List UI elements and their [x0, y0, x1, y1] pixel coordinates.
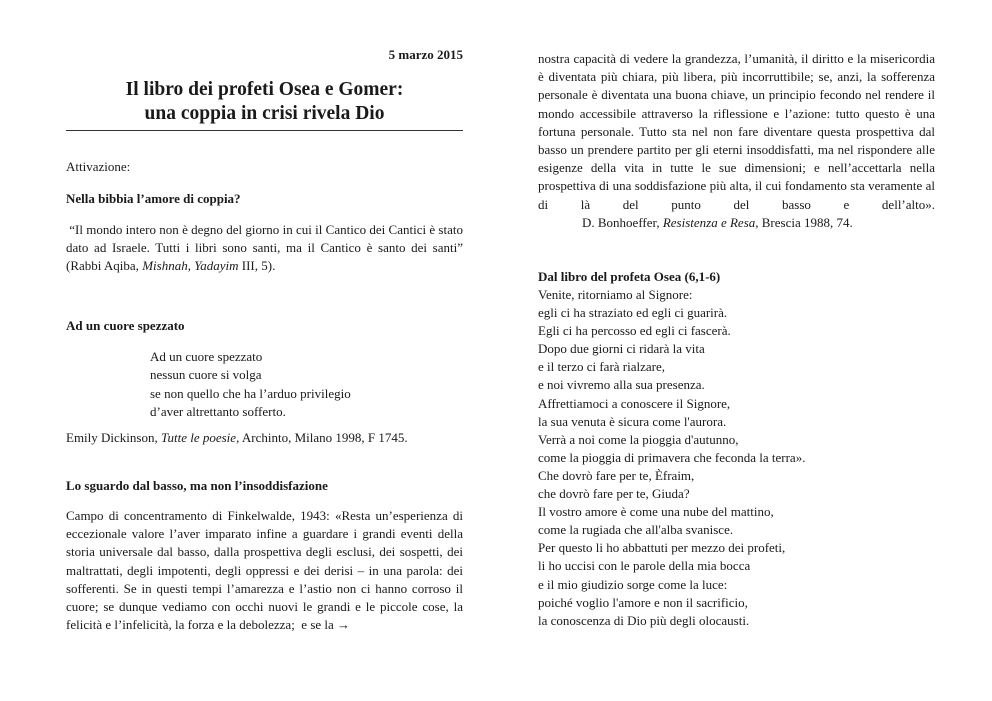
poem-line: d’aver altrettanto sofferto.	[150, 403, 286, 419]
hosea-line: Il vostro amore è come una nube del mattino,	[538, 504, 774, 520]
citation-tail: , Brescia 1988, 74.	[755, 214, 853, 230]
dickinson-poem	[150, 348, 351, 421]
citation-tail: , Archinto, Milano 1998, F 1745.	[236, 430, 408, 445]
hosea-line: Dopo due giorni ci ridarà la vita	[538, 341, 705, 357]
bonhoeffer-text-part2	[538, 50, 935, 232]
hosea-line: Affrettiamoci a conoscere il Signore,	[538, 395, 731, 411]
section-heading-broken-heart: Ad un cuore spezzato	[66, 318, 185, 333]
title-divider	[66, 130, 463, 131]
dickinson-citation	[66, 429, 463, 447]
poem-line: Ad un cuore spezzato	[150, 349, 263, 364]
poem-line: nessun cuore si volga	[150, 367, 262, 383]
hosea-line: Egli ci ha percosso ed egli ci fascerà.	[538, 323, 731, 339]
page-title	[66, 78, 463, 126]
section-heading-bible-love: Nella bibbia l’amore di coppia?	[66, 191, 241, 206]
hosea-line: come la pioggia di primavera che feconda la terra».	[538, 449, 806, 465]
hosea-line: e il terzo ci farà rialzare,	[538, 359, 666, 375]
hosea-line: egli ci ha straziato ed egli ci guarirà.	[538, 305, 728, 321]
citation-title: Resistenza e Resa	[662, 214, 756, 230]
quote-source-tail: III, 5).	[238, 258, 276, 274]
citation-title: Tutte le poesie	[160, 430, 237, 445]
hosea-line: poiché voglio l'amore e non il sacrificio,	[538, 594, 748, 610]
citation-author: Emily Dickinson,	[66, 430, 161, 445]
title-line-2: una coppia in crisi rivela Dio	[144, 103, 385, 124]
hosea-line: come la rugiada che all'alba svanisce.	[538, 522, 734, 538]
hosea-line: Verrà a noi come la pioggia d'autunno,	[538, 431, 739, 447]
quote-rabbi-aqiba	[66, 221, 463, 276]
hosea-line: la sua venuta è sicura come l'aurora.	[538, 413, 727, 429]
section-heading-hosea: Dal libro del profeta Osea (6,1-6)	[538, 269, 721, 284]
hosea-line: e il mio giudizio sorge come la luce:	[538, 576, 728, 592]
quote-text: “Il mondo intero non è degno del giorno in cui il Cantico dei Cantici è stato dato ad Israele. Tutti i libri sono santi, ma il Cantico è santo dei santi” (Rabbi Aqiba,	[66, 222, 463, 274]
bonhoeffer-text-part1: Campo di concentramento di Finkelwalde, 1943: «Resta un’esperienza di eccezionale valore l’aver imparato infine a guardare i grandi eventi della storia universale dal basso, dalla prospettiva degli esclusi, dei sospetti, dei maltrattati, degli impotenti, degli oppressi e dei derisi – in una parola: dei sofferenti. Se in questi tempi l’amarezza e l’astio non ci hanno corroso il cuore; se dunque vediamo con occhi nuovi le grandi e le piccole cose, la felicità e l’infelicità, la forza e la debolezza; e se la →	[66, 508, 463, 633]
hosea-line: che dovrò fare per te, Giuda?	[538, 486, 690, 502]
section-heading-view-from-below: Lo sguardo dal basso, ma non l’insoddisfazione	[66, 478, 328, 493]
continued-text: nostra capacità di vedere la grandezza, l’umanità, il diritto e la misericordia è diventata più chiara, più libera, più incorruttibile; se, anzi, la sofferenza personale è diventata una buona chiave, un principio fecondo nel rendere il mondo accessibile attraverso la riflessione e l’azione: tutto questo è una fortuna personale. Tutto sta nel non fare diventare questa prospettiva dal basso un prendere partito per gli eterni insoddisfatti, ma nel rispondere alle esigenze della vita in tutte le sue dimensioni; e nell’accettarla nella prospettiva di una soddisfazione più alta, il cui fondamento sta veramente al di là del punto del basso e dell’alto».	[538, 51, 935, 212]
hosea-line: Per questo li ho abbattuti per mezzo dei profeti,	[538, 540, 786, 556]
bonhoeffer-citation	[582, 214, 853, 232]
hosea-line: Che dovrò fare per te, Èfraim,	[538, 467, 695, 483]
hosea-line: Venite, ritorniamo al Signore:	[538, 287, 693, 302]
activation-label: Attivazione:	[66, 159, 131, 174]
quote-source: Mishnah, Yadayim	[142, 258, 239, 274]
citation-author: D. Bonhoeffer,	[582, 214, 663, 230]
hosea-line: e noi vivremo alla sua presenza.	[538, 377, 705, 393]
hosea-line: li ho uccisi con le parole della mia bocca	[538, 558, 751, 574]
title-line-1: Il libro dei profeti Osea e Gomer:	[125, 79, 404, 100]
poem-line: se non quello che ha l’arduo privilegio	[150, 385, 351, 401]
document-date: 5 marzo 2015	[388, 47, 463, 62]
hosea-line: la conoscenza di Dio più degli olocausti.	[538, 612, 750, 628]
hosea-passage	[538, 286, 935, 630]
